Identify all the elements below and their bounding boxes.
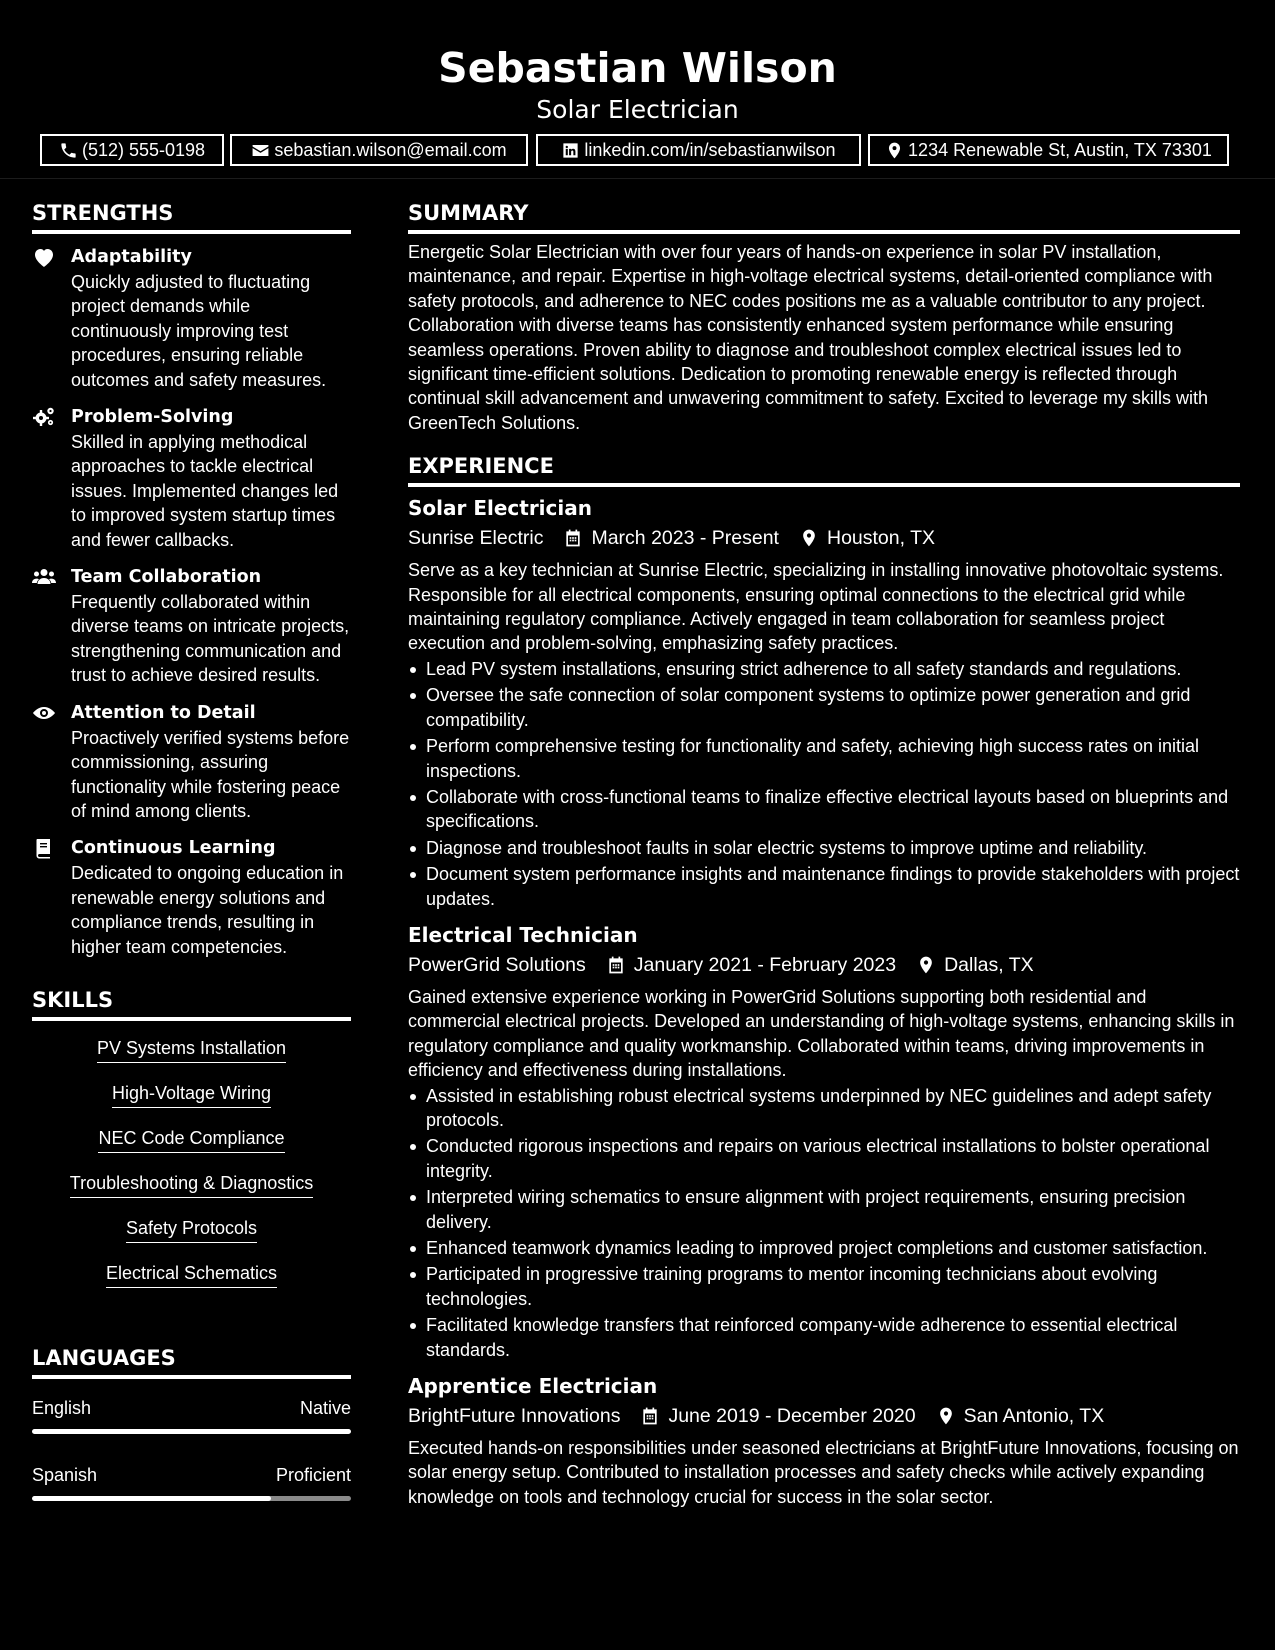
job-location: Houston, TX [826,527,936,550]
strength-item [32,835,351,959]
strengths-heading: STRENGTHS [32,196,351,234]
strength-title: Continuous Learning [71,838,276,859]
job-description: Serve as a key technician at Sunrise Electric, specializing in installing innovative photovoltaic systems. Responsible for all electrical components, ensuring optimal connections to the electrical grid while maintaining regulatory compliance. Actively engaged in team collaboration for seamless project execution and problem-solving, emphasizing safety practices. [408,560,1224,654]
job-bullet: Assisted in establishing robust electrical systems underpinned by NEC guidelines and adept safety protocols. [408,1084,1240,1133]
contact-linkedin[interactable] [536,134,861,166]
left-column [32,196,351,1501]
job-title: Electrical Technician [408,922,638,947]
job-title: Apprentice Electrician [408,1374,658,1399]
heart-icon [32,246,56,268]
job-location: San Antonio, TX [963,1405,1105,1428]
language-item [32,1462,351,1501]
contact-linkedin-text: linkedin.com/in/sebastianwilson [584,139,836,160]
job-bullet: Oversee the safe connection of solar component systems to optimize power generation and grid compatibility. [408,683,1240,732]
map-pin-icon [916,955,936,975]
language-item [32,1395,351,1434]
job-bullet: Participated in progressive training programs to mentor incoming technicians about evolving technologies. [408,1262,1240,1311]
job-bullet: Conducted rigorous inspections and repairs on various electrical installations to bolster operational integrity. [408,1134,1240,1183]
resume-header [0,0,1275,179]
strength-title: Adaptability [71,247,192,267]
book-icon [32,837,56,859]
job-location: Dallas, TX [944,953,1034,976]
contact-email[interactable] [230,134,528,166]
strength-item [32,700,351,824]
experience-list [408,494,1240,1509]
map-pin-icon [885,141,904,160]
skill-item: Troubleshooting & Diagnostics [70,1170,313,1198]
job-meta [408,523,1240,553]
job-bullet: Diagnose and troubleshoot faults in solar electric systems to improve uptime and reliability. [408,836,1240,860]
gears-icon [32,406,56,428]
job-bullet: Perform comprehensive testing for functionality and safety, achieving high success rates on initial inspections. [408,734,1240,783]
strength-desc: Frequently collaborated within diverse teams on intricate projects, strengthening communication and trust to achieve desired results. [71,592,350,686]
phone-icon [59,141,78,160]
language-name: Spanish [32,1464,98,1485]
job-company: Sunrise Electric [408,527,544,550]
linkedin-icon [561,141,580,160]
right-column [408,196,1240,1510]
contact-email-text: sebastian.wilson@email.com [274,139,507,160]
strengths-list [32,244,351,959]
contact-address-text: 1234 Renewable St, Austin, TX 73301 [908,139,1212,160]
job-dates: January 2021 - February 2023 [633,953,897,976]
strength-desc: Proactively verified systems before commissioning, assuring functionality while fostering peace of mind among clients. [71,727,350,821]
experience-section [408,449,1240,1509]
skill-item: Electrical Schematics [106,1260,277,1288]
language-proficiency-fill [32,1429,351,1434]
job-bullet: Interpreted wiring schematics to ensure alignment with project requirements, ensuring precision delivery. [408,1185,1240,1234]
envelope-icon [251,141,270,160]
experience-heading: EXPERIENCE [408,449,1240,487]
language-proficiency-bar [32,1429,351,1434]
job-bullet: Collaborate with cross-functional teams to finalize effective electrical layouts based on blueprints and specifications. [408,785,1240,834]
calendar-icon [606,955,626,975]
language-name: English [32,1397,92,1418]
eye-icon [32,702,56,724]
contact-phone-text: (512) 555-0198 [81,139,206,160]
strength-desc: Dedicated to ongoing education in renewable energy solutions and compliance trends, resulting in higher team competencies. [71,863,344,957]
map-pin-icon [799,528,819,548]
job-bullets [408,1084,1240,1362]
summary-text: Energetic Solar Electrician with over four years of hands-on experience in solar PV installation, maintenance, and repair. Expertise in high-voltage electrical systems, detail-oriented compliance with safety protocols, and adherence to NEC codes positions me as a valuable contributor to any project. Collaboration with diverse teams has consistently enhanced system performance while ensuring seamless operations. Proven ability to diagnose and troubleshoot complex electrical issues led to significant time-efficient solutions. Dedication to promoting renewable energy is reflected through continual skill advancement and unwavering commitment to safety. Excited to leverage my skills with GreenTech Solutions. [408,242,1213,433]
job-title: Solar Electrician [408,496,592,521]
job-entry [408,494,1240,911]
languages-heading: LANGUAGES [32,1341,351,1379]
skill-item: Safety Protocols [126,1215,257,1243]
language-proficiency-fill [32,1496,271,1501]
strength-item [32,404,351,552]
job-company: BrightFuture Innovations [408,1405,621,1428]
job-dates: June 2019 - December 2020 [668,1405,916,1428]
skills-section [32,983,351,1301]
skill-item: PV Systems Installation [97,1035,286,1063]
job-bullet: Lead PV system installations, ensuring strict adherence to all safety standards and regulations. [408,657,1240,681]
job-company: PowerGrid Solutions [408,953,586,976]
skills-heading: SKILLS [32,983,351,1021]
candidate-name: Sebastian Wilson [438,44,837,92]
strength-title: Problem-Solving [71,407,234,428]
job-meta [408,1401,1240,1431]
language-level: Proficient [275,1464,351,1485]
skills-list [32,1031,351,1301]
job-entry [408,921,1240,1362]
calendar-icon [640,1406,660,1426]
job-bullet: Document system performance insights and maintenance findings to provide stakeholders with project updates. [408,862,1240,911]
job-bullet: Enhanced teamwork dynamics leading to improved project completions and customer satisfaction. [408,1236,1240,1260]
strength-title: Team Collaboration [71,567,262,588]
language-proficiency-bar [32,1496,351,1501]
job-description: Executed hands-on responsibilities under seasoned electricians at BrightFuture Innovations, focusing on solar energy setup. Contributed to installation processes and safety checks while actively expanding knowledge on tools and technology crucial for success in the solar sector. [408,1438,1239,1507]
map-pin-icon [936,1406,956,1426]
strength-item [32,564,351,688]
job-meta [408,950,1240,980]
strength-desc: Skilled in applying methodical approaches to tackle electrical issues. Implemented changes led to improved system startup times and fewer callbacks. [71,432,339,550]
contact-address[interactable] [868,134,1229,166]
summary-heading: SUMMARY [408,196,1240,234]
strength-desc: Quickly adjusted to fluctuating project demands while continuously improving test procedures, ensuring reliable outcomes and safety measures. [71,272,327,390]
languages-section [32,1341,351,1501]
contact-phone[interactable] [40,134,224,166]
job-dates: March 2023 - Present [591,527,779,550]
candidate-role: Solar Electrician [536,95,739,124]
job-description: Gained extensive experience working in PowerGrid Solutions supporting both residential and commercial electrical projects. Developed an understanding of high-voltage systems, enhancing skills in regulatory compliance and quality workmanship. Collaborated within teams, driving improvements in efficiency and effectiveness during installations. [408,986,1235,1081]
calendar-icon [563,528,583,548]
job-bullets [408,657,1240,911]
job-entry [408,1372,1240,1509]
strength-title: Attention to Detail [71,702,256,723]
language-level: Native [299,1397,351,1418]
job-bullet: Facilitated knowledge transfers that reinforced company-wide adherence to essential electrical standards. [408,1313,1240,1362]
users-icon [32,566,56,588]
skill-item: High-Voltage Wiring [112,1080,271,1108]
skill-item: NEC Code Compliance [98,1125,284,1153]
strength-item [32,244,351,392]
